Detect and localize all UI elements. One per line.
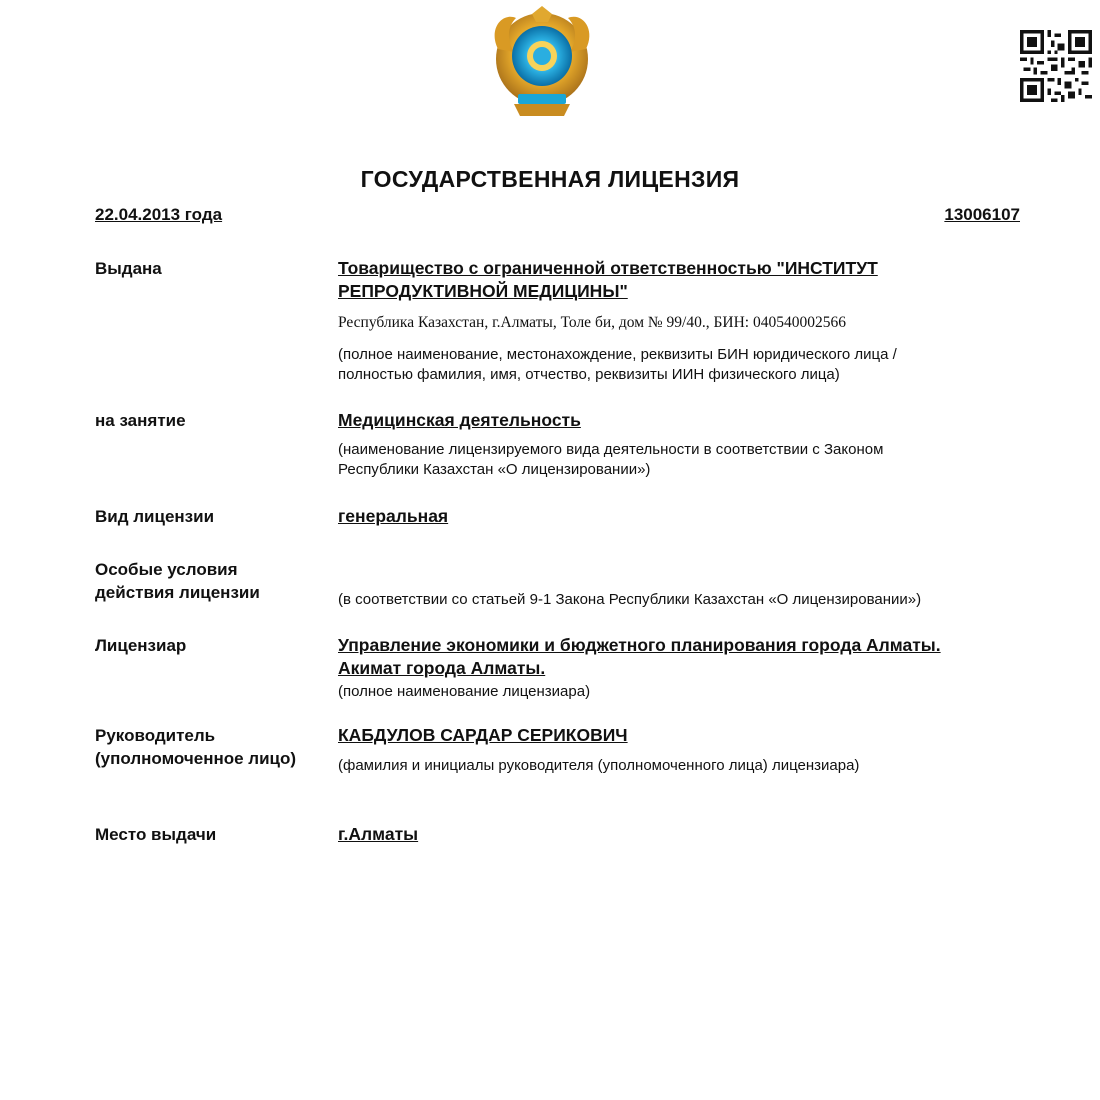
head-note: (фамилия и инициалы руководителя (уполномоченного лица) лицензиара) xyxy=(338,757,860,774)
head-label-line1: Руководитель xyxy=(95,726,216,745)
license-date: 22.04.2013 года xyxy=(95,205,223,224)
place-label: Место выдачи xyxy=(95,825,217,844)
issued-to-value-line1: Товарищество с ограниченной ответственностью "ИНСТИТУТ xyxy=(338,258,878,278)
document-title: ГОСУДАРСТВЕННАЯ ЛИЦЕНЗИЯ xyxy=(360,166,740,192)
licensor-value-line2: Акимат города Алматы. xyxy=(338,658,546,678)
issued-to-address: Республика Казахстан, г.Алматы, Толе би, дом № 99/40., БИН: 040540002566 xyxy=(338,314,846,331)
issued-to-note-line1: (полное наименование, местонахождение, реквизиты БИН юридического лица / xyxy=(338,346,897,363)
qr-code-icon xyxy=(1020,30,1092,102)
activity-note-line2: Республики Казахстан «О лицензировании») xyxy=(338,461,651,478)
licensor-note: (полное наименование лицензиара) xyxy=(338,683,591,700)
issued-to-note-line2: полностью фамилия, имя, отчество, реквизиты ИИН физического лица) xyxy=(338,366,840,383)
special-conditions-note: (в соответствии со статьей 9-1 Закона Республики Казахстан «О лицензировании») xyxy=(338,591,922,608)
activity-note-line1: (наименование лицензируемого вида деятельности в соответствии с Законом xyxy=(338,441,884,458)
license-type-value: генеральная xyxy=(338,506,449,526)
special-conditions-label-line2: действия лицензии xyxy=(95,583,260,602)
licensor-label: Лицензиар xyxy=(95,636,187,655)
place-value: г.Алматы xyxy=(338,824,419,844)
license-type-label: Вид лицензии xyxy=(95,507,215,526)
license-number: 13006107 xyxy=(944,205,1020,224)
activity-value: Медицинская деятельность xyxy=(338,410,581,430)
issued-to-value-line2: РЕПРОДУКТИВНОЙ МЕДИЦИНЫ" xyxy=(338,281,628,301)
head-value: КАБДУЛОВ САРДАР СЕРИКОВИЧ xyxy=(338,725,628,745)
licensor-value-line1: Управление экономики и бюджетного планирования города Алматы. xyxy=(338,635,941,655)
head-label-line2: (уполномоченное лицо) xyxy=(95,749,297,768)
kazakhstan-state-emblem-icon xyxy=(484,4,600,118)
issued-to-label: Выдана xyxy=(95,259,162,278)
special-conditions-label-line1: Особые условия xyxy=(95,560,238,579)
activity-label: на занятие xyxy=(95,411,186,430)
